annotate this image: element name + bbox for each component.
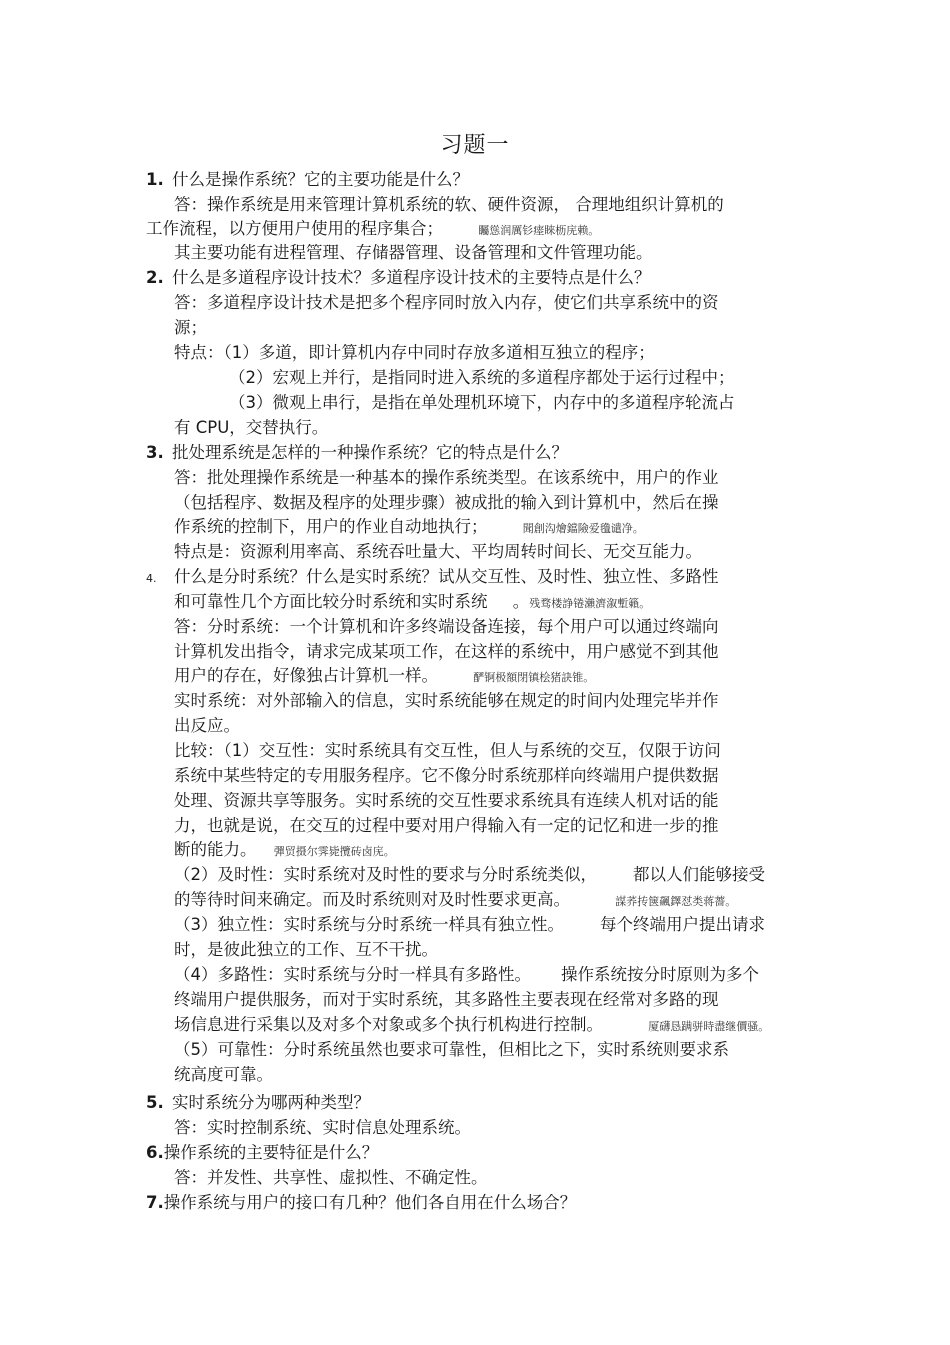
answer-line: 其主要功能有进程管理、存储器管理、设备管理和文件管理功能。: [174, 243, 653, 262]
feature-line: 特点：（1）多道，即计算机内存中同时存放多道相互独立的程序；: [174, 343, 655, 362]
note-text: 聞創沟燴鐺險爱氇谴净。: [522, 522, 644, 535]
note-text: 彈贸摄尔霁毙攬砖卤庑。: [273, 845, 395, 858]
question-4: 4. 什么是分时系统？什么是实时系统？试从交互性、及时性、独立性、多路性: [146, 565, 719, 591]
compare-line: 场信息进行采集以及对多个对象或多个执行机构进行控制。 厦礴恳蹒骈時盡继價骚。: [174, 1015, 770, 1034]
question-6: 6.操作系统的主要特征是什么？: [146, 1141, 378, 1165]
question-number: 7.: [146, 1193, 164, 1212]
compare-line: 断的能力。 彈贸摄尔霁毙攬砖卤庑。: [174, 840, 395, 859]
compare-line: （3）独立性：实时系统与分时系统一样具有独立性。 每个终端用户提出请求: [174, 915, 765, 934]
answer-line: 答：实时控制系统、实时信息处理系统。: [174, 1118, 471, 1137]
feature-line: 有 CPU，交替执行。: [174, 418, 329, 437]
answer-line: 答：并发性、共享性、虚拟性、不确定性。: [174, 1168, 488, 1187]
answer-line: 答：批处理操作系统是一种基本的操作系统类型。在该系统中，用户的作业: [174, 468, 719, 487]
compare-line: 统高度可靠。: [174, 1065, 273, 1084]
answer-line: （包括程序、数据及程序的处理步骤）被成批的输入到计算机中，然后在操: [174, 493, 719, 512]
compare-line: （5）可靠性：分时系统虽然也要求可靠性，但相比之下，实时系统则要求系: [174, 1040, 729, 1059]
answer-line: 答：操作系统是用来管理计算机系统的软、硬件资源， 合理地组织计算机的: [174, 195, 724, 214]
question-number: 5.: [146, 1093, 164, 1112]
answer-line: 出反应。: [174, 716, 240, 735]
question-5: 5. 实时系统分为哪两种类型？: [146, 1091, 370, 1115]
answer-line: 特点是：资源利用率高、系统吞吐量大、平均周转时间长、无交互能力。: [174, 542, 702, 561]
compare-line: （2）及时性：实时系统对及时性的要求与分时系统类似， 都以人们能够接受: [174, 865, 765, 884]
question-2: 2. 什么是多道程序设计技术？多道程序设计技术的主要特点是什么？: [146, 266, 651, 290]
question-number: 3.: [146, 443, 164, 462]
note-text: 残骛楼諍锩瀨濟溆塹籟。: [529, 597, 651, 610]
compare-line: 力，也就是说，在交互的过程中要对用户得输入有一定的记忆和进一步的推: [174, 816, 719, 835]
question-1: 1. 什么是操作系统？它的主要功能是什么？: [146, 168, 469, 192]
question-number: 4.: [146, 572, 157, 585]
compare-line: 系统中某些特定的专用服务程序。它不像分时系统那样向终端用户提供数据: [174, 766, 719, 785]
answer-line: 计算机发出指令，请求完成某项工作，在这样的系统中，用户感觉不到其他: [174, 642, 719, 661]
note-text: 矚慫润厲钐瘗睞枥庑赖。: [478, 224, 600, 237]
question-number: 2.: [146, 268, 164, 287]
question-7: 7.操作系统与用户的接口有几种？他们各自用在什么场合？: [146, 1191, 576, 1215]
note-text: 酽锕极額閉镇桧猪訣锥。: [473, 671, 595, 684]
compare-line: 的等待时间来确定。而及时系统则对及时性要求更高。 謀荞抟箧飆鐸怼类蒋薔。: [174, 890, 737, 909]
compare-line: 处理、资源共享等服务。实时系统的交互性要求系统具有连续人机对话的能: [174, 791, 719, 810]
note-text: 謀荞抟箧飆鐸怼类蒋薔。: [615, 895, 737, 908]
note-text: 厦礴恳蹒骈時盡继價骚。: [648, 1020, 770, 1033]
answer-line: 用户的存在，好像独占计算机一样。 酽锕极額閉镇桧猪訣锥。: [174, 666, 595, 685]
answer-line: 源；: [174, 318, 207, 337]
compare-line: 终端用户提供服务，而对于实时系统，其多路性主要表现在经常对多路的现: [174, 990, 719, 1009]
feature-line: （3）微观上串行，是指在单处理机环境下，内存中的多道程序轮流占: [229, 393, 735, 412]
answer-line: 实时系统：对外部输入的信息，实时系统能够在规定的时间内处理完毕并作: [174, 691, 719, 710]
answer-line: 答：分时系统：一个计算机和许多终端设备连接，每个用户可以通过终端向: [174, 617, 719, 636]
compare-line: （4）多路性：实时系统与分时一样具有多路性。 操作系统按分时原则为多个: [174, 965, 759, 984]
question-number: 6.: [146, 1143, 164, 1162]
question-line: 和可靠性几个方面比较分时系统和实时系统 。残骛楼諍锩瀨濟溆塹籟。: [174, 592, 651, 611]
feature-line: （2）宏观上并行，是指同时进入系统的多道程序都处于运行过程中；: [229, 368, 735, 387]
answer-line: 答：多道程序设计技术是把多个程序同时放入内存，使它们共享系统中的资: [174, 293, 719, 312]
answer-line: 作系统的控制下，用户的作业自动地执行； 聞創沟燴鐺險爱氇谴净。: [174, 517, 644, 536]
compare-line: 比较：（1）交互性：实时系统具有交互性，但人与系统的交互，仅限于访问: [174, 741, 721, 760]
compare-line: 时，是彼此独立的工作、互不干扰。: [174, 940, 438, 959]
question-3: 3. 批处理系统是怎样的一种操作系统？它的特点是什么？: [146, 441, 568, 465]
page-title: 习题一: [440, 133, 510, 158]
answer-line: 工作流程，以方便用户使用的程序集合； 矚慫润厲钐瘗睞枥庑赖。: [146, 219, 600, 238]
question-number: 1.: [146, 170, 164, 189]
